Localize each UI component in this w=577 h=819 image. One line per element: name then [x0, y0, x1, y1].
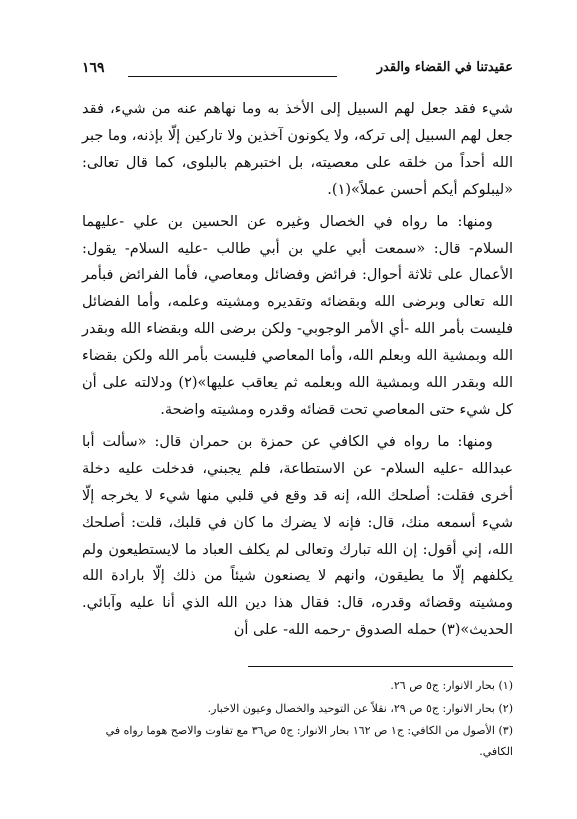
footnote-rule — [248, 666, 513, 667]
footnote-1: (١) بحار الانوار: ج٥ ص ٢٦. — [390, 679, 513, 692]
paragraph-3: ومنها: ما رواه في الكافي عن حمزة بن حمران قال: «سألت أبا عبدالله -عليه السلام- عن الاستطاعة، فلم يجبني، فدخلت عليه دخلة أخرى فقلت: أصلحك الله، إنه قد وقع في قلبي منها شيء لا يخرجه إلّا شيء أسمعه منك، قال: فإنه لا يضرك ما كان في قلبك، قلت: أصلحك الله، إني أقول: إن الله تبارك وتعالى لم يكلف العباد ما لايستطيعون ولم يكلفهم إلّا ما يطيقون، وانهم لا يصنعون شيئاً من ذلك إلّا بارادة الله ومشيته وقضائه وقدره، قال: فقال هذا دين الله الذي أنا عليه وآبائي. الحديث»(٣) حمله الصدوق -رحمه الله- على أن — [82, 433, 513, 639]
running-title: عقيدتنا في القضاء والقدر — [376, 60, 513, 75]
footnotes — [82, 676, 513, 764]
page-header — [82, 60, 513, 84]
paragraph-2: ومنها: ما رواه في الخصال وغيره عن الحسين بن علي -عليهما السلام- قال: «سمعت أبي علي بن أبي طالب -عليه السلام- يقول: الأعمال على ثلاثة أحوال: فرائض وفضائل ومعاصي، فأما الفرائض فبأمر الله تعالى وبرضى الله وبقضائه وتقديره ومشيته وعلمه، وأما الفضائل فليست بأمر الله -أي الأمر الوجوبي- ولكن برضى الله وبقضاء الله وبقدر الله وبمشية الله وبعلم الله، وأما المعاصي فليست بأمر الله ولكن بقضاء الله وبقدر الله وبمشية الله وبعلمه ثم يعاقب عليها»(٢) ودلالته على أن كل شيء حتى المعاصي تحت قضائه وقدره ومشيته واضحة. — [82, 213, 513, 418]
body-text — [82, 96, 513, 644]
footnote-2: (٢) بحار الانوار: ج٥ ص ٢٩، نقلاً عن التوحيد والخصال وعيون الاخبار. — [207, 701, 513, 715]
paragraph-1: شيء فقد جعل لهم السبيل إلى الأخذ به وما نهاهم عنه من شيء، فقد جعل لهم السبيل إلى تركه، ولا يكونون آخذين ولا تاركين إلّا بإذنه، وما جبر الله أحداً من خلقه على معصيته، بل اختبرهم بالبلوى، كما قال تعالى: «ليبلوكم أيكم أحسن عملاً»(١). — [82, 101, 513, 198]
header-rule — [128, 76, 337, 77]
footnote-3: (٣) الأصول من الكافي: ج١ ص ١٦٢ بحار الانوار: ج٥ ص٣٦ مع تفاوت والاصح هوما رواه في الكافي. — [105, 724, 513, 758]
page-number: ١٦٩ — [82, 60, 105, 76]
